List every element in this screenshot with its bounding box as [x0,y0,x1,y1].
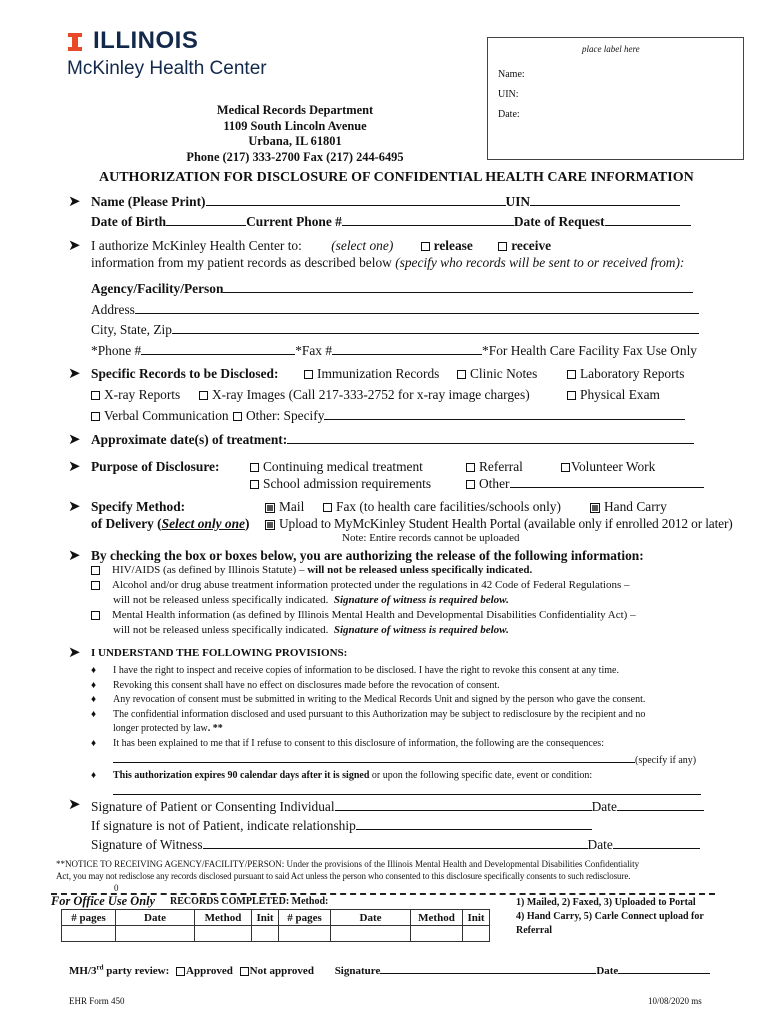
notice-line-2: Act, you may not redisclose any records disclosed pursuant to said Act unless the person who consented to this disclosure specifically consents to such redisclosure. [56,871,631,881]
patient-name-label: Name (Please Print) [91,194,206,209]
mail-option [265,499,304,515]
hiv-bold: will not be released unless specifically indicated. [307,564,533,576]
school-option [250,476,431,492]
authorizing-label: By checking the box or boxes below, you are authorizing the release of the following information: [91,548,644,563]
patient-line-2 [91,214,691,230]
release-label: release [433,238,473,253]
treatment-line [91,432,694,448]
notice [56,858,726,894]
review-signature-field[interactable] [380,962,596,974]
review-date-field[interactable] [618,962,710,974]
lab-label: Laboratory Reports [580,366,685,381]
alcohol-witness: Signature of witness is required below. [333,594,509,606]
hand-label: Hand Carry [604,499,667,514]
xray-reports-option [91,387,180,403]
office-header: Init [252,910,279,926]
review-label-2: party review: [103,965,170,977]
physical-checkbox[interactable] [567,391,576,400]
method-label-2 [91,516,249,532]
provision-item [91,664,711,679]
upload-checkbox[interactable] [265,520,275,530]
approved-label: Approved [186,965,233,977]
hand-option [590,499,667,515]
witness-signature-label: Signature of Witness [91,837,203,852]
immunization-label: Immunization Records [317,366,440,381]
physical-label: Physical Exam [580,387,660,402]
review-sup: rd [96,963,104,972]
office-header: Method [195,910,252,926]
hand-checkbox[interactable] [590,503,600,513]
office-cell[interactable] [331,926,411,942]
label-box-title: place label here [582,44,640,54]
diamond-icon: ♦ [91,694,97,705]
arrow-icon: ➤ [68,797,81,813]
fax-label: Fax (to health care facilities/schools only) [336,499,561,514]
alcohol-text: Alcohol and/or drug abuse treatment information protected under the regulations in 42 Code of Federal Regulations – [112,579,630,591]
office-header: Date [116,910,195,926]
select-only-one: Select only one [161,516,245,531]
authorize-text: I authorize McKinley Health Center to: [91,238,302,253]
city-field[interactable] [172,322,699,334]
dept-name: Medical Records Department [216,103,374,117]
provision-stars: . ** [207,723,223,734]
expiry-condition-field[interactable] [113,783,701,795]
treatment-label: Approximate date(s) of treatment: [91,432,288,447]
other-purpose-label: Other [479,476,510,491]
provision-item [91,769,711,784]
provision-item [91,679,711,694]
office-header: Date [331,910,411,926]
phone-fax: Phone (217) 333-2700 Fax (217) 244-6495 [186,149,404,164]
agency-label: Agency/Facility/Person [91,281,224,296]
receive-checkbox[interactable] [498,242,507,251]
method-label-1: Specify Method: [91,499,186,514]
continuing-option [250,459,423,475]
provision-text: Revoking this consent shall have no effect on disclosures made before the revocation of consent. [113,679,500,691]
xray-reports-label: X-ray Reports [104,387,181,402]
street: 1109 South Lincoln Avenue [223,118,367,133]
diamond-icon: ♦ [91,737,97,749]
authorize-line-2-text: information from my patient records as described below [91,255,392,270]
office-methods-3: Referral [516,925,553,936]
records-row-3 [91,408,685,424]
provision-item [91,708,711,723]
alcohol-checkbox[interactable] [91,581,100,590]
footer-version: 10/08/2020 ms [648,996,702,1006]
referral-option [466,459,523,475]
patient-signature-field[interactable] [335,799,592,811]
upload-option [265,516,733,532]
fax-checkbox[interactable] [323,503,332,512]
hiv-checkbox[interactable] [91,566,100,575]
other-records-label: Other: Specify [245,408,325,423]
office-cell[interactable] [62,926,116,942]
purpose-label: Purpose of Disclosure: [91,459,220,474]
review-label: MH/3 [69,965,97,977]
phone-field[interactable] [342,214,514,226]
arrow-icon: ➤ [68,548,81,564]
xray-reports-checkbox[interactable] [91,391,100,400]
provision-item [91,693,711,708]
witness-date-label: Date [587,837,613,852]
continuing-label: Continuing medical treatment [263,459,423,474]
clinic-option [457,366,537,382]
fax-note: *For Health Care Facility Fax Use Only [482,342,698,358]
logo-subtitle: McKinley Health Center [67,58,267,79]
label-date: Date: [498,109,520,120]
specify-if-any: (specify if any) [635,755,697,766]
provisions-list [91,664,711,801]
signature-block [91,797,704,854]
form-title: AUTHORIZATION FOR DISCLOSURE OF CONFIDENTIAL HEALTH CARE INFORMATION [99,170,694,185]
dob-label: Date of Birth [91,214,167,229]
method-label-2-end: ) [244,516,250,531]
city: Urbana, IL 61801 [248,134,342,148]
other-purpose-option [466,476,704,492]
upload-label: Upload to MyMcKinley Student Health Portal (available only if enrolled 2012 or later) [279,516,733,531]
address-block [170,103,420,165]
patient-line-1 [91,194,680,210]
review-line [69,962,710,977]
physical-option [567,387,660,403]
expires-bold: This authorization expires 90 calendar days after it is signed [113,769,370,781]
referral-label: Referral [479,459,523,474]
lab-option [567,366,685,382]
xray-images-option [199,387,530,403]
uin-field[interactable] [530,194,680,206]
office-header: Method [411,910,463,926]
provision-text-cont: longer protected by law [113,723,208,734]
approved-checkbox[interactable] [176,967,185,976]
relationship-field[interactable] [356,818,592,830]
records-row-1 [91,366,278,382]
office-cell[interactable] [116,926,195,942]
volunteer-checkbox[interactable] [561,463,570,472]
agency-phone-field[interactable] [141,343,295,355]
volunteer-label: Volunteer Work [571,459,656,474]
provision-item [91,737,711,752]
mental-checkbox[interactable] [91,611,100,620]
not-approved-checkbox[interactable] [240,967,249,976]
address-label: Address [91,301,135,317]
footer-form: EHR Form 450 [69,996,125,1006]
arrow-icon: ➤ [68,459,81,475]
arrow-icon: ➤ [68,238,81,254]
label-box [487,37,744,160]
mail-checkbox[interactable] [265,503,275,513]
agency-fax-field[interactable] [332,343,482,355]
clinic-checkbox[interactable] [457,370,466,379]
diamond-icon: ♦ [91,665,97,676]
office-methods-2: 4) Hand Carry, 5) Carle Connect upload for [516,911,704,922]
other-purpose-field[interactable] [510,476,704,488]
treatment-field[interactable] [287,432,694,444]
mental-text-2: will not be released unless specifically indicated. [113,624,329,636]
witness-date-field[interactable] [613,837,700,849]
mental-witness: Signature of witness is required below. [333,624,509,636]
arrow-icon: ➤ [68,366,81,382]
office-cell[interactable] [411,926,463,942]
mental-text: Mental Health information (as defined by Illinois Mental Health and Developmental Disabilities Confidentiality Act) – [112,609,636,621]
authorize-line-2 [91,255,684,271]
office-methods [516,896,704,938]
arrow-icon: ➤ [68,432,81,448]
notice-line-1: **NOTICE TO RECEIVING AGENCY/FACILITY/PERSON: Under the provisions of the Illinois Mental Health and Developmental Disabilities Confidentiality [56,859,640,869]
other-records-field[interactable] [324,408,685,420]
relationship-label: If signature is not of Patient, indicate relationship [91,818,356,833]
alcohol-text-2: will not be released unless specifically indicated. [113,594,329,606]
school-label: School admission requirements [263,476,432,491]
diamond-icon: ♦ [91,769,97,781]
volunteer-option [561,459,655,475]
continuing-checkbox[interactable] [250,463,259,472]
agency-field[interactable] [223,281,693,293]
xray-images-checkbox[interactable] [199,391,208,400]
provision-text: The confidential information disclosed and used pursuant to this Authorization may be subject to redisclosure by the recipient and no [113,708,646,720]
office-title: For Office Use Only [51,894,156,908]
patient-signature-label: Signature of Patient or Consenting Individual [91,799,335,814]
office-table [61,909,490,942]
xray-images-label: X-ray Images (Call 217-333-2752 for x-ray image charges) [212,387,530,402]
referral-checkbox[interactable] [466,463,475,472]
uin-label: UIN [505,194,531,209]
office-cell[interactable] [195,926,252,942]
provision-text: It has been explained to me that if I refuse to consent to this disclosure of information, the following are the consequences: [113,737,604,749]
dob-field[interactable] [166,214,246,226]
immunization-checkbox[interactable] [304,370,313,379]
hiv-text: HIV/AIDS (as defined by Illinois Statute) – [112,564,308,576]
office-methods-1: 1) Mailed, 2) Faxed, 3) Uploaded to Portal [516,897,696,908]
provisions-label: I UNDERSTAND THE FOLLOWING PROVISIONS: [91,647,348,659]
upload-note: Note: Entire records cannot be uploaded [342,532,520,544]
diamond-icon: ♦ [91,708,97,720]
expires-text: or upon the following specific date, event or condition: [369,769,593,781]
patient-name-field[interactable] [206,194,506,206]
patient-date-label: Date [591,799,617,814]
verbal-checkbox[interactable] [91,412,100,421]
city-label: City, State, Zip [91,322,172,337]
school-checkbox[interactable] [250,480,259,489]
select-one: (select one) [331,238,394,253]
office-cell[interactable] [252,926,279,942]
agency-fax-label: *Fax # [295,342,333,358]
agency-block [91,279,699,361]
review-date-label: Date [596,965,619,977]
verbal-label: Verbal Communication [104,408,229,423]
patient-date-field[interactable] [617,799,704,811]
provision-text: I have the right to inspect and receive copies of information to be disclosed. I have the right to revoke this consent at any time. [113,665,619,676]
other-purpose-checkbox[interactable] [466,480,475,489]
office-completed: RECORDS COMPLETED: Method: [170,896,329,907]
lab-checkbox[interactable] [567,370,576,379]
request-label: Date of Request [513,214,605,229]
mail-label: Mail [279,499,305,514]
review-signature-label: Signature [334,965,381,977]
fax-option [323,499,561,515]
authorize-line [91,238,551,254]
agency-phone-label: *Phone # [91,342,142,358]
office-cell[interactable] [279,926,331,942]
clinic-label: Clinic Notes [470,366,538,381]
office-cell[interactable] [463,926,490,942]
arrow-icon: ➤ [68,645,81,661]
provision-text: Any revocation of consent must be submitted in writing to the Medical Records Unit and signed by the person who gave the consent. [113,694,646,705]
method-label-2-text: of Delivery ( [91,516,162,531]
immunization-option [304,366,439,382]
records-label: Specific Records to be Disclosed: [91,366,279,381]
not-approved-label: Not approved [249,965,314,977]
office-header: # pages [62,910,116,926]
logo-wordmark: ILLINOIS [93,27,199,54]
authorizing-items [91,563,636,638]
request-field[interactable] [605,214,691,226]
release-checkbox[interactable] [421,242,430,251]
office-header: Init [463,910,490,926]
address-field[interactable] [135,302,699,314]
diamond-icon: ♦ [91,679,97,691]
phone-label: Current Phone # [246,214,342,229]
notice-zero: 0 [114,883,119,893]
block-i-icon [68,33,82,51]
label-uin: UIN: [498,89,519,100]
arrow-icon: ➤ [68,499,81,515]
other-records-checkbox[interactable] [233,412,242,421]
receive-label: receive [511,238,552,253]
arrow-icon: ➤ [68,194,81,210]
label-name: Name: [498,69,525,80]
authorize-line-2-italic: (specify who records will be sent to or received from): [395,255,685,270]
office-header: # pages [279,910,331,926]
witness-signature-field[interactable] [203,837,588,849]
consequences-field[interactable] [113,751,635,763]
